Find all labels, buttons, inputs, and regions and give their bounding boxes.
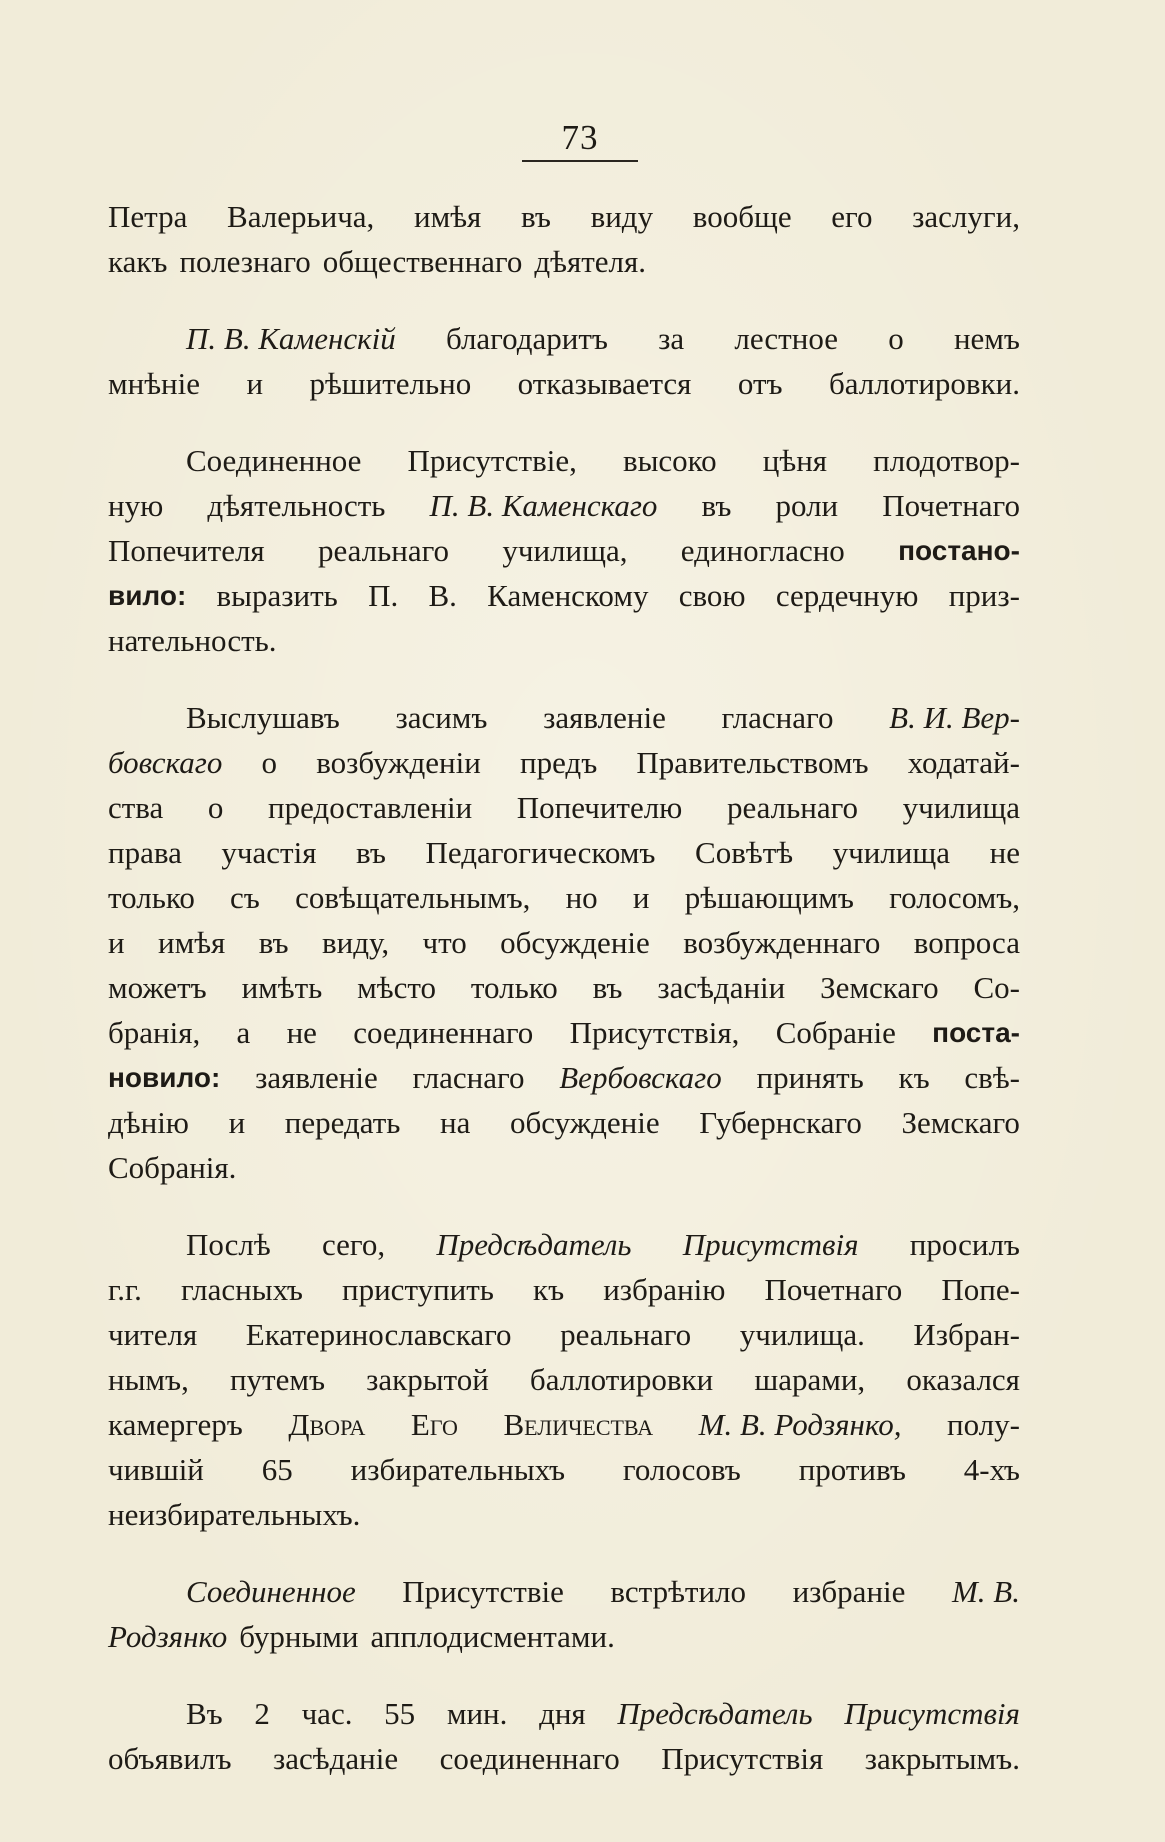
text-line [108, 438, 1020, 483]
word: апплодисментами. [370, 1619, 615, 1654]
word: въ [592, 970, 623, 1005]
word: за [658, 321, 685, 356]
word: возбужденіи [316, 745, 481, 780]
word: В. [428, 578, 457, 613]
text-line [108, 875, 1020, 920]
word: роли [775, 488, 839, 523]
word: Валерьича, [227, 199, 375, 234]
word: Почетнаго [882, 488, 1020, 523]
word: гласнаго [412, 1060, 525, 1095]
word: выразить [216, 578, 338, 613]
word: и [632, 880, 650, 915]
word: единогласно [680, 533, 845, 568]
word: въ [258, 925, 289, 960]
word: баллотировки. [828, 366, 1020, 401]
word: камергеръ [108, 1407, 243, 1442]
word: а [236, 1015, 251, 1050]
text-line [108, 965, 1020, 1010]
word: плодотвор- [873, 443, 1020, 478]
document-body [108, 194, 1020, 1781]
paragraph-gap [108, 1537, 1020, 1569]
title-word: Предсѣдатель [617, 1696, 813, 1731]
word: ную [108, 488, 164, 523]
word: обсужденіе [500, 925, 650, 960]
word: и [228, 1105, 246, 1140]
word: имѣя [157, 925, 226, 960]
word: Величества [503, 1407, 654, 1442]
paragraph-gap [108, 1659, 1020, 1691]
word: Послѣ [186, 1227, 271, 1262]
word: 65 [261, 1452, 293, 1487]
word: не [286, 1015, 317, 1050]
word: Екатеринославскаго [245, 1317, 512, 1352]
text-line [108, 695, 1020, 740]
word: дѣятеля. [534, 244, 647, 279]
word: шарами, [754, 1362, 866, 1397]
word: реальнаго [317, 533, 450, 568]
word: мѣсто [357, 970, 437, 1005]
word: училища [832, 835, 951, 870]
text-line [108, 528, 1020, 573]
word: на [440, 1105, 471, 1140]
word: П. [368, 578, 399, 613]
person-name: Вербовскаго [559, 1060, 722, 1095]
word: дня [539, 1696, 586, 1731]
word: къ [898, 1060, 930, 1095]
word: ходатай- [907, 745, 1020, 780]
title-word: Присутствія [682, 1227, 859, 1262]
word: встрѣтило [610, 1574, 747, 1609]
word: приступить [342, 1272, 494, 1307]
word: реальнаго [726, 790, 859, 825]
word: г.г. [108, 1272, 142, 1307]
text-line [108, 1402, 1020, 1447]
word: бурными [239, 1619, 359, 1654]
word: мнѣніе [108, 366, 201, 401]
word: закрытой [366, 1362, 489, 1397]
word: но [565, 880, 598, 915]
word: вопроса [913, 925, 1020, 960]
text-line [108, 361, 1020, 406]
word: закрытымъ. [864, 1741, 1020, 1776]
word: отказывается [517, 366, 692, 401]
word: гласныхъ [181, 1272, 303, 1307]
word: въ [356, 835, 386, 870]
word: неизбирательныхъ. [108, 1497, 361, 1532]
word: соединеннаго [439, 1741, 620, 1776]
text-line [108, 1736, 1020, 1781]
word: обсужденіе [509, 1105, 660, 1140]
word: избраніе [792, 1574, 906, 1609]
person-name: В. И. Вер- [889, 700, 1020, 735]
word: Губернскаго [699, 1105, 862, 1140]
word: Совѣтѣ [695, 835, 794, 870]
word: дѣятельность [207, 488, 386, 523]
word: принять [756, 1060, 864, 1095]
word: и [246, 366, 264, 401]
paragraph-gap [108, 663, 1020, 695]
resolution-keyword: поста- [932, 1017, 1020, 1048]
word: общественнаго [322, 244, 523, 279]
text-line [108, 573, 1020, 618]
word: что [422, 925, 467, 960]
word: заявленіе [543, 700, 666, 735]
text-line [108, 920, 1020, 965]
word: голосомъ, [889, 880, 1020, 915]
word: чившій [108, 1452, 204, 1487]
word: Собраніе [775, 1015, 896, 1050]
word: Соединенное [186, 1574, 356, 1609]
word: Земскаго [901, 1105, 1020, 1140]
word: благодаритъ [445, 321, 608, 356]
person-name: бовскаго [108, 745, 223, 780]
word: засѣданіи [657, 970, 786, 1005]
word: бранія, [108, 1015, 201, 1050]
resolution-keyword: вило: [108, 580, 187, 611]
word: имѣя [413, 199, 482, 234]
word: о [888, 321, 904, 356]
word: съ [230, 880, 260, 915]
text-line [108, 316, 1020, 361]
word: баллотировки [529, 1362, 714, 1397]
word: какъ [108, 244, 168, 279]
text-line [108, 740, 1020, 785]
paragraph-gap [108, 406, 1020, 438]
title-word: Предсѣдатель [436, 1227, 632, 1262]
word: 55 [384, 1696, 416, 1731]
text-line [108, 830, 1020, 875]
word: Присутствія [661, 1741, 824, 1776]
word: час. [301, 1696, 353, 1731]
text-line [108, 483, 1020, 528]
word: виду [590, 199, 654, 234]
word: рѣшающимъ [684, 880, 854, 915]
word: училища. [739, 1317, 865, 1352]
word: передать [284, 1105, 401, 1140]
text-line [108, 1569, 1020, 1614]
word: о [207, 790, 224, 825]
word: Избран- [913, 1317, 1020, 1352]
word: Собранія. [108, 1150, 237, 1185]
word: и [108, 925, 125, 960]
word: заявленіе [255, 1060, 378, 1095]
word: свѣ- [964, 1060, 1020, 1095]
word: Соединенное [186, 443, 362, 478]
page-number-rule [522, 160, 638, 162]
word: предъ [519, 745, 598, 780]
word: виду, [321, 925, 390, 960]
word: его [831, 199, 873, 234]
word: Земскаго [820, 970, 939, 1005]
word: заслуги, [912, 199, 1020, 234]
paragraph-gap [108, 1190, 1020, 1222]
text-line [108, 1100, 1020, 1145]
text-line [108, 618, 1020, 663]
word: засимъ [395, 700, 488, 735]
word: Двора [288, 1407, 366, 1442]
text-line [108, 1312, 1020, 1357]
word: просилъ [909, 1227, 1020, 1262]
word: Петра [108, 199, 188, 234]
text-line [108, 239, 1020, 284]
text-line [108, 1691, 1020, 1736]
word: высоко [622, 443, 717, 478]
text-line [108, 194, 1020, 239]
text-line [108, 1614, 1020, 1659]
word: 2 [254, 1696, 270, 1731]
word: права [108, 835, 182, 870]
text-line [108, 1055, 1020, 1100]
word: избирательныхъ [350, 1452, 565, 1487]
word: только [470, 970, 558, 1005]
text-line [108, 785, 1020, 830]
word: рѣшительно [309, 366, 472, 401]
word: лестное [734, 321, 838, 356]
word: нательность. [108, 623, 277, 658]
word: Присутствія, [569, 1015, 740, 1050]
word: Каменскому [487, 578, 649, 613]
word: не [989, 835, 1020, 870]
word: голосовъ [622, 1452, 741, 1487]
word: Его [410, 1407, 458, 1442]
word: Попечителю [516, 790, 683, 825]
page-number: 73 [561, 118, 599, 157]
resolution-keyword: постано- [898, 535, 1020, 566]
word: полу- [947, 1407, 1020, 1442]
word: сердечную [775, 578, 919, 613]
text-line [108, 1222, 1020, 1267]
word: Попечителя [108, 533, 265, 568]
word: Со- [973, 970, 1020, 1005]
word: сего, [321, 1227, 386, 1262]
word: къ [533, 1272, 565, 1307]
word: училища [902, 790, 1020, 825]
word: чителя [108, 1317, 198, 1352]
text-line [108, 1357, 1020, 1402]
person-name: Родзянко [108, 1619, 228, 1654]
word: цѣня [762, 443, 828, 478]
resolution-keyword: новило: [108, 1062, 221, 1093]
word: Выслушавъ [186, 700, 340, 735]
person-name: М. В. Родзянко, [698, 1407, 902, 1442]
word: немъ [953, 321, 1020, 356]
paragraph-gap [108, 284, 1020, 316]
word: свою [678, 578, 746, 613]
word: ства [108, 790, 164, 825]
person-name: П. В. Каменскаго [429, 488, 658, 523]
text-line [108, 1447, 1020, 1492]
word: дѣнію [108, 1105, 189, 1140]
person-name: П. В. Каменскій [186, 321, 396, 356]
word: имѣть [241, 970, 323, 1005]
word: путемъ [229, 1362, 326, 1397]
text-line [108, 1267, 1020, 1312]
word: Попе- [941, 1272, 1020, 1307]
word: реальнаго [560, 1317, 692, 1352]
word: возбужденнаго [683, 925, 881, 960]
word: засѣданіе [273, 1741, 399, 1776]
word: Почетнаго [764, 1272, 903, 1307]
word: противъ [798, 1452, 906, 1487]
word: участія [221, 835, 317, 870]
text-line [108, 1145, 1020, 1190]
word: совѣщательнымъ, [295, 880, 531, 915]
text-line [108, 1492, 1020, 1537]
word: объявилъ [108, 1741, 232, 1776]
word: можетъ [108, 970, 207, 1005]
word: Педагогическомъ [425, 835, 656, 870]
word: училища, [502, 533, 628, 568]
word: приз- [948, 578, 1020, 613]
word: предоставленіи [267, 790, 473, 825]
word: полезнаго [179, 244, 311, 279]
word: въ [701, 488, 732, 523]
title-word: Присутствія [844, 1696, 1020, 1731]
word: Присутствіе [402, 1574, 564, 1609]
word: нымъ, [108, 1362, 189, 1397]
text-line [108, 1010, 1020, 1055]
word: вообще [692, 199, 792, 234]
word: отъ [737, 366, 783, 401]
word: Правительствомъ [636, 745, 869, 780]
word: мин. [446, 1696, 508, 1731]
word: оказался [906, 1362, 1020, 1397]
word: соединеннаго [353, 1015, 534, 1050]
word: только [108, 880, 195, 915]
word: Въ [186, 1696, 223, 1731]
word: гласнаго [721, 700, 834, 735]
word: въ [520, 199, 551, 234]
word: Присутствіе, [407, 443, 577, 478]
word: о [261, 745, 277, 780]
person-name: М. В. [951, 1574, 1020, 1609]
word: 4-хъ [963, 1452, 1020, 1487]
word: избранію [603, 1272, 726, 1307]
